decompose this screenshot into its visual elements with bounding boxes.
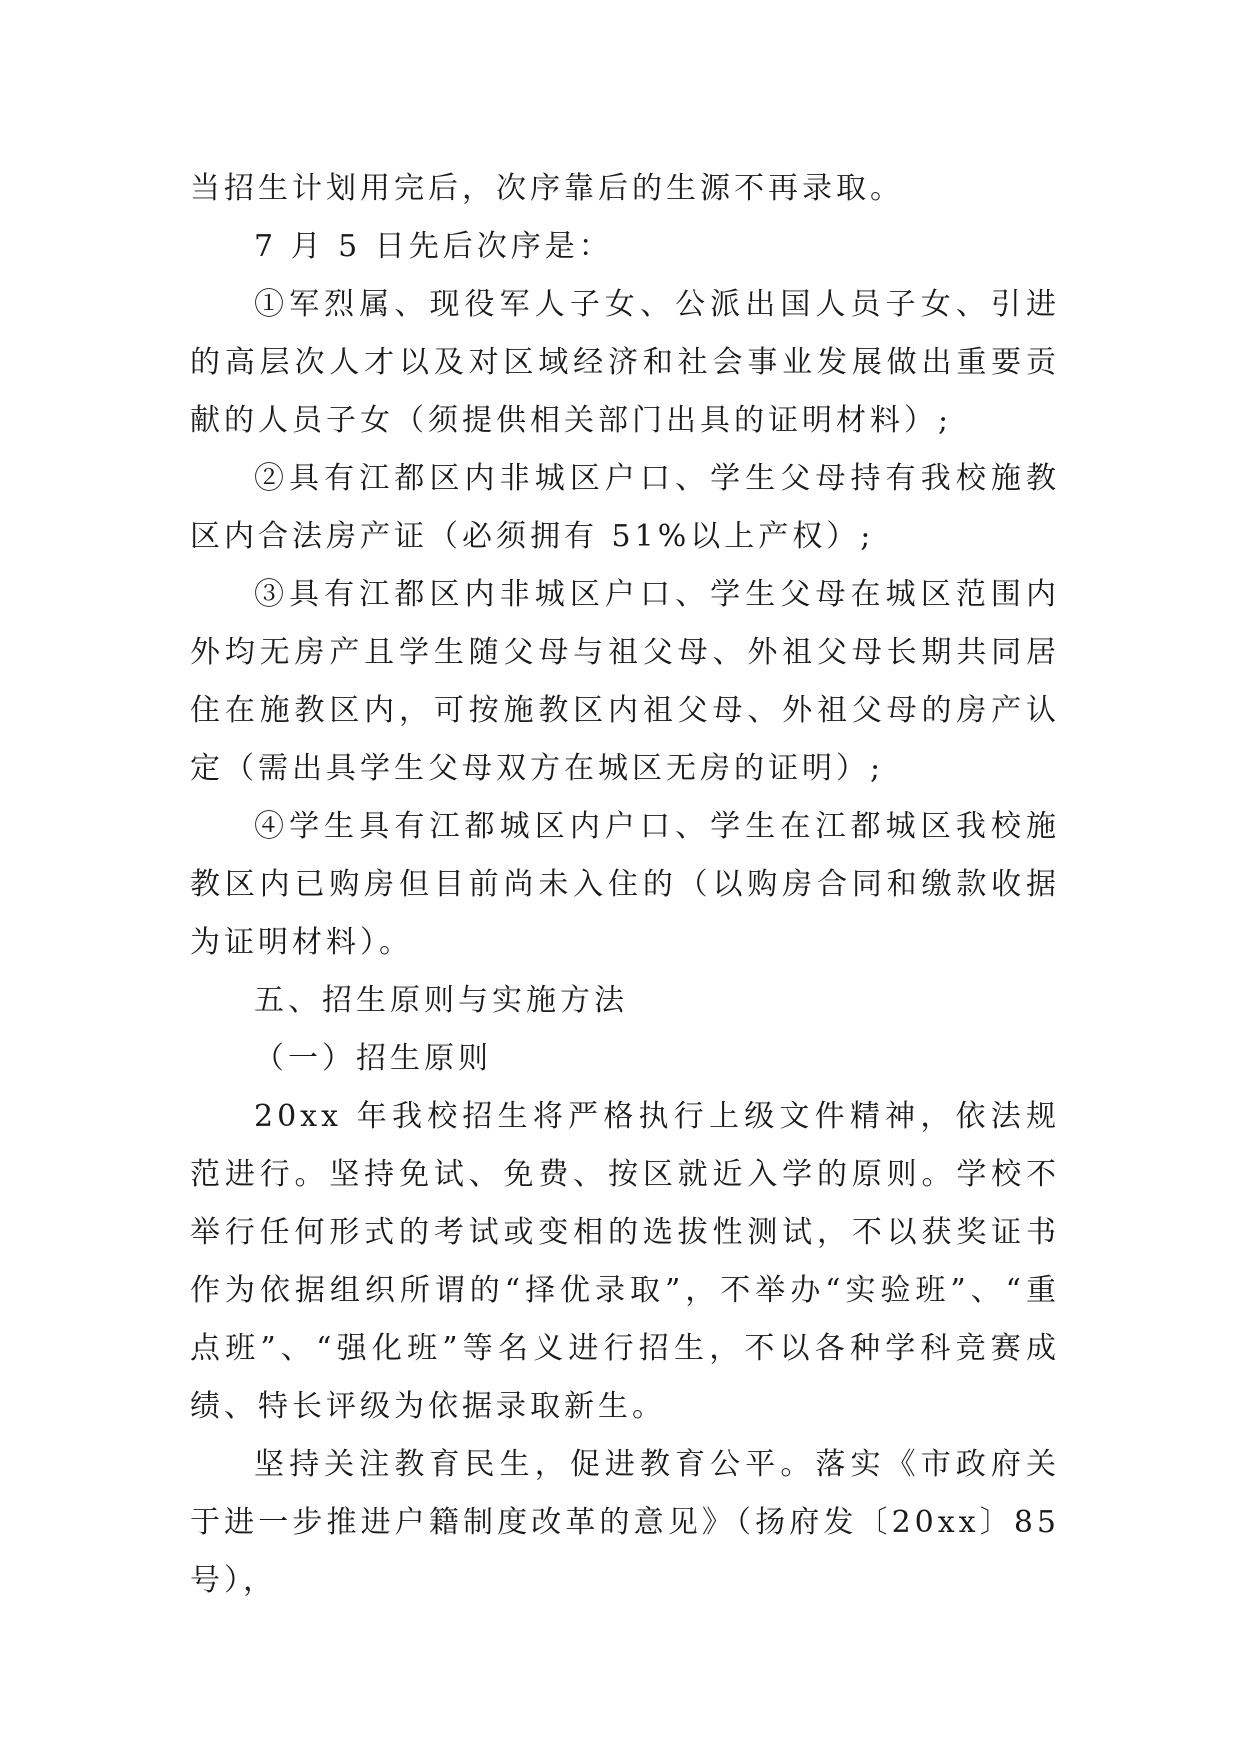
- paragraph-equity: 坚持关注教育民生，促进教育公平。落实《市政府关于进一步推进户籍制度改革的意见》（扬府发〔20xx〕85 号），: [190, 1447, 1060, 1598]
- document-body: [190, 160, 1060, 1610]
- paragraph-principles: 20xx 年我校招生将严格执行上级文件精神，依法规范进行。坚持免试、免费、按区就近入学的原则。学校不举行任何形式的考试或变相的选拔性测试，不以获奖证书作为依据组织所谓的“择优录取”，不举办“实验班”、“重点班”、“强化班”等名义进行招生，不以各种学科竞赛成绩、特长评级为依据录取新生。: [190, 1099, 1060, 1424]
- paragraph-item-3: ③具有江都区内非城区户口、学生父母在城区范围内外均无房产且学生随父母与祖父母、外祖父母长期共同居住在施教区内，可按施教区内祖父母、外祖父母的房产认定（需出具学生父母双方在城区无房的证明）;: [190, 577, 1060, 786]
- paragraph-continuation: 当招生计划用完后，次序靠后的生源不再录取。: [190, 171, 904, 206]
- paragraph-order-heading: 7 月 5 日先后次序是：: [254, 229, 613, 264]
- subsection-heading-1: （一）招生原则: [254, 1041, 492, 1076]
- section-heading-5: 五、招生原则与实施方法: [254, 983, 628, 1018]
- paragraph-item-4: ④学生具有江都城区内户口、学生在江都城区我校施教区内已购房但目前尚未入住的（以购房合同和缴款收据为证明材料）。: [190, 809, 1060, 960]
- paragraph-item-1: ①军烈属、现役军人子女、公派出国人员子女、引进的高层次人才以及对区域经济和社会事业发展做出重要贡献的人员子女（须提供相关部门出具的证明材料）;: [190, 287, 1060, 438]
- paragraph-item-2: ②具有江都区内非城区户口、学生父母持有我校施教区内合法房产证（必须拥有 51%以上产权）;: [190, 461, 1060, 554]
